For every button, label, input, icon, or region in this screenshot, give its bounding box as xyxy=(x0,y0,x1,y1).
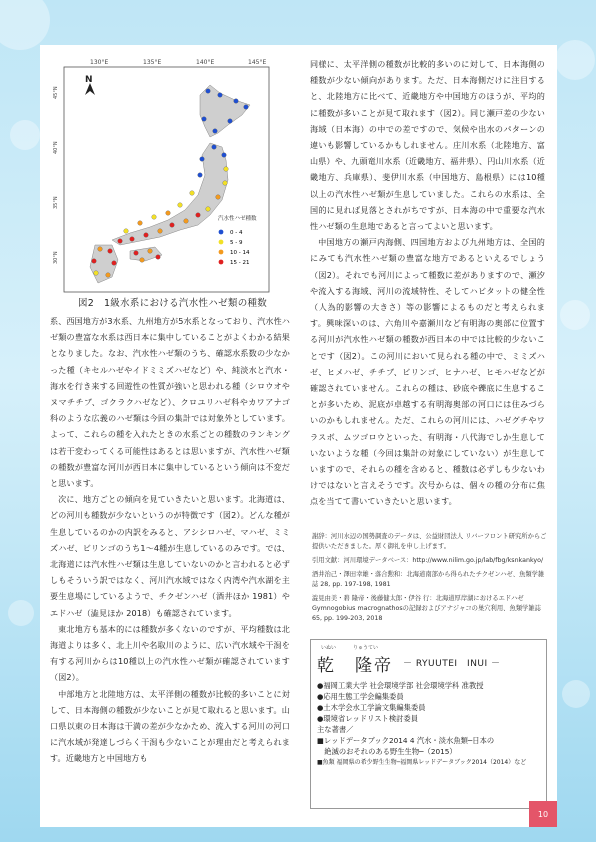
lon-label: 135°E xyxy=(143,59,162,66)
legend-label: 0 - 4 xyxy=(230,230,243,236)
lat-label: 35°N xyxy=(53,196,59,209)
profile-item: ●環境省レッドリスト検討委員 xyxy=(317,714,419,723)
legend-dot xyxy=(219,230,224,235)
author-name: 乾 隆帝 xyxy=(317,656,393,676)
river-point xyxy=(144,233,149,238)
river-point xyxy=(222,153,227,158)
profile-item: ●土木学会水工学論文集編集委員 xyxy=(317,703,426,712)
page xyxy=(40,45,557,827)
river-point xyxy=(223,181,228,186)
bg-bubble xyxy=(555,40,595,80)
river-point xyxy=(206,207,211,212)
lon-label: 140°E xyxy=(196,59,215,66)
river-point xyxy=(228,119,233,124)
lon-label: 145°E xyxy=(248,59,267,66)
reference: 引用文献：河川環境データベース：http://www.nilim.go.jp/lab/fbg/ksnkankyo/ xyxy=(312,557,544,564)
legend-title: 汽水性ハゼ種数 xyxy=(218,216,257,222)
river-point xyxy=(200,157,205,162)
profile-item: ■レッドデータブック2014 4 汽水・淡水魚類─日本の xyxy=(317,736,495,745)
north-label: N xyxy=(85,75,93,85)
lat-label: 40°N xyxy=(53,141,59,154)
left-column-text xyxy=(50,313,290,767)
right-column-text xyxy=(310,56,545,510)
legend-dot xyxy=(219,240,224,245)
river-point xyxy=(156,255,161,260)
bg-bubble xyxy=(560,300,590,330)
japan-map-figure xyxy=(50,55,290,295)
lat-label: 45°N xyxy=(53,86,59,99)
river-point xyxy=(112,261,117,266)
river-point xyxy=(118,239,123,244)
author-roman-name: － RYUUTEI INUI － xyxy=(403,659,501,669)
profile-item: ●応用生態工学会編集委員 xyxy=(317,692,404,701)
legend-label: 5 - 9 xyxy=(230,240,243,246)
profile-item: ■魚類 福岡県の希少野生生物─福岡県レッドデータブック2014（2014）など xyxy=(317,759,527,766)
acknowledgements-references xyxy=(312,532,548,628)
figure-caption: 図2 1級水系における汽水性ハゼ類の種数 xyxy=(78,298,268,309)
paragraph: 系、西国地方が3水系、九州地方が5水系となっており、汽水性ハゼ類の豊富な水系は西日本に集中していることがよくわかる結果となりました。なお、汽水性ハゼ類のうち、確認水系数の少なかった種（キセルハゼやイドミミズハゼなど）や、純淡水と汽水・海水を行き来する回遊性の性質が強いと思われる種（シロウオやヌマチチブ、ゴクラクハゼなど）、クロユリハゼ科やカワアナゴ科のような広義のハゼ類は今回の集計では対象外としています。よって、これらの種を入れたときの水系ごとの種数のランキングは若干変わってくる可能性はあるとは思いますが、汽水性ハゼ類の種数が豊富な河川が西日本に集中しているという傾向は不変だと思います。 xyxy=(50,316,290,489)
river-point xyxy=(234,99,239,104)
river-point xyxy=(92,259,97,264)
river-point xyxy=(140,258,145,263)
reference: 澁見由美・碧 隆帝・後藤健太郎・伊谷 行：北海道厚岸湖におけるエドハゼ Gymnogobius macrognathosの記録およびアナジャコの巣穴利用、魚類学雑誌 65, pp. 199-203, 2018 xyxy=(312,595,541,622)
paragraph: 東北地方も基本的には種数が多くないのですが、平均種数は北海道よりは多く、北上川や名取川のように、広い汽水域や干潟を有する河川からは10種以上の汽水性ハゼ類が確認されています（図2）。 xyxy=(50,623,290,683)
reference: 酒井治己・澤田幸雄・落合勲和：北海道南部から得られたチクゼンハゼ、魚類学雑誌 28, pp. 197-198, 1981 xyxy=(312,571,545,588)
river-point xyxy=(170,223,175,228)
furigana-given: りゅうてい xyxy=(353,645,379,651)
paragraph: 次に、地方ごとの傾向を見ていきたいと思います。北海道は、どの河川も種数が少ないというのが特徴です（図2）。どんな種が生息しているのかの内訳をみると、アシシロハゼ、マハゼ、ミミズハゼ、ビリンゴのうち1～4種が生息しているのみです。では、北海道には汽水性ハゼ類は生息していないのかと言われると必ずしもそういう訳ではなく、河川汽水域ではなく内湾や汽水湖を主要生息場にしているようで、チクゼンハゼ（酒井ほか 1981）やエドハゼ（澁見ほか 2018）も確認されています。 xyxy=(50,494,290,618)
river-point xyxy=(224,167,229,172)
river-point xyxy=(212,145,217,150)
river-point xyxy=(148,249,153,254)
river-point xyxy=(94,271,99,276)
river-point xyxy=(130,237,135,242)
paragraph: 同様に、太平洋側の種数が比較的多いのに対して、日本海側の種数が少ない傾向があります。ただ、日本海側だけに注目すると、北陸地方に比べて、近畿地方や中国地方のほうが、平均的に種数が多いことが見て取れます（図2）。同じ瀬戸差の少ない海域（日本海）の中での差ですので、気候や出水のパターンの違いも影響しているかもしれません。庄川水系（北陸地方、富山県）や、九頭竜川水系（近畿地方、福井県）、円山川水系（近畿地方、兵庫県）、斐伊川水系（中国地方、島根県）には10種以上の汽水性ハゼ類が生息していました。これらの水系は、全国的に見れば見落とされがちですが、日本海の中で重要な汽水性ハゼ類の生息地であると言ってよいと思います。 xyxy=(310,59,545,232)
profile-item: 絶滅のおそれのある野生生物─（2015） xyxy=(317,747,457,756)
river-point xyxy=(206,89,211,94)
river-point xyxy=(184,219,189,224)
river-point xyxy=(178,203,183,208)
river-point xyxy=(218,93,223,98)
acknowledgement: 謝辞：河川水辺の国勢調査のデータは、公益財団法人 リバーフロント研究所からご提供いただきました。厚く御礼を申し上げます。 xyxy=(312,533,547,550)
river-point xyxy=(202,117,207,122)
river-point xyxy=(213,129,218,134)
bg-bubble xyxy=(562,680,590,708)
bg-bubble xyxy=(8,600,34,626)
river-point xyxy=(190,191,195,196)
bg-bubble xyxy=(10,120,40,150)
furigana-surname: いぬい xyxy=(321,645,337,651)
legend-label: 15 - 21 xyxy=(230,260,250,266)
profile-item: 主な著書／ xyxy=(317,725,354,734)
river-point xyxy=(244,105,249,110)
profile-item: ●福岡工業大学 社会環境学部 社会環境学科 准教授 xyxy=(317,681,484,690)
legend-dot xyxy=(219,250,224,255)
author-affiliations xyxy=(317,680,543,768)
river-point xyxy=(216,195,221,200)
river-point xyxy=(138,221,143,226)
river-point xyxy=(166,211,171,216)
author-profile xyxy=(310,639,547,809)
bg-bubble xyxy=(0,0,50,50)
lon-label: 130°E xyxy=(90,59,109,66)
river-point xyxy=(98,247,103,252)
river-point xyxy=(124,229,129,234)
legend-dot xyxy=(219,260,224,265)
river-point xyxy=(158,229,163,234)
river-point xyxy=(108,249,113,254)
river-point xyxy=(198,173,203,178)
river-point xyxy=(106,273,111,278)
legend-label: 10 - 14 xyxy=(230,250,250,256)
paragraph: 中国地方の瀬戸内海側、四国地方および九州地方は、全国的にみても汽水性ハゼ類の豊富な地方であるといえるでしょう（図2）。それでも河川によって種数に差がありますので、瀬汐や流入する海域、河川の流域特性、そしてハビタットの健全性（人為的影響の大きさ）等の影響によるものだと考えられます。興味深いのは、六角川や嘉瀬川など有明海の奥部に位置する河川が汽水性ハゼ類の種数が西日本の中では比較的少ないことです（図2）。この河川において見られる種の中で、ミミズハゼ、ヒメハゼ、チチブ、ビリンゴ、ヒナハゼ、ヒモハゼなどが確認されていません。これらの種は、砂底や礫底に生息することが多いため、泥底が卓越する有明海奥部の河口には住みづらいのかもしれません。ただ、これらの河川には、ハゼグチやワラスボ、ムツゴロウといった、有明海・八代海でしか生息していないような種（今回は集計の対象にしていない）が生息していますので、それらの種を含めると、種数は必ずしも少ないわけではないと言えそうです。次号からは、個々の種の分布に焦点を当てて書いていきたいと思います。 xyxy=(310,237,545,507)
river-point xyxy=(134,251,139,256)
river-point xyxy=(196,213,201,218)
lat-label: 30°N xyxy=(53,251,59,264)
paragraph: 中部地方と北陸地方は、太平洋側の種数が比較的多いことに対して、日本海側の種数が少ないことが見て取れると思います。山口県以東の日本海は干満の差が少なかため、流入する河川の河口に汽水域が発達しづらく干潟も少ないことが理由だと考えられます。近畿地方と中国地方も xyxy=(50,688,290,764)
river-point xyxy=(152,215,157,220)
page-number: 10 xyxy=(529,801,557,827)
